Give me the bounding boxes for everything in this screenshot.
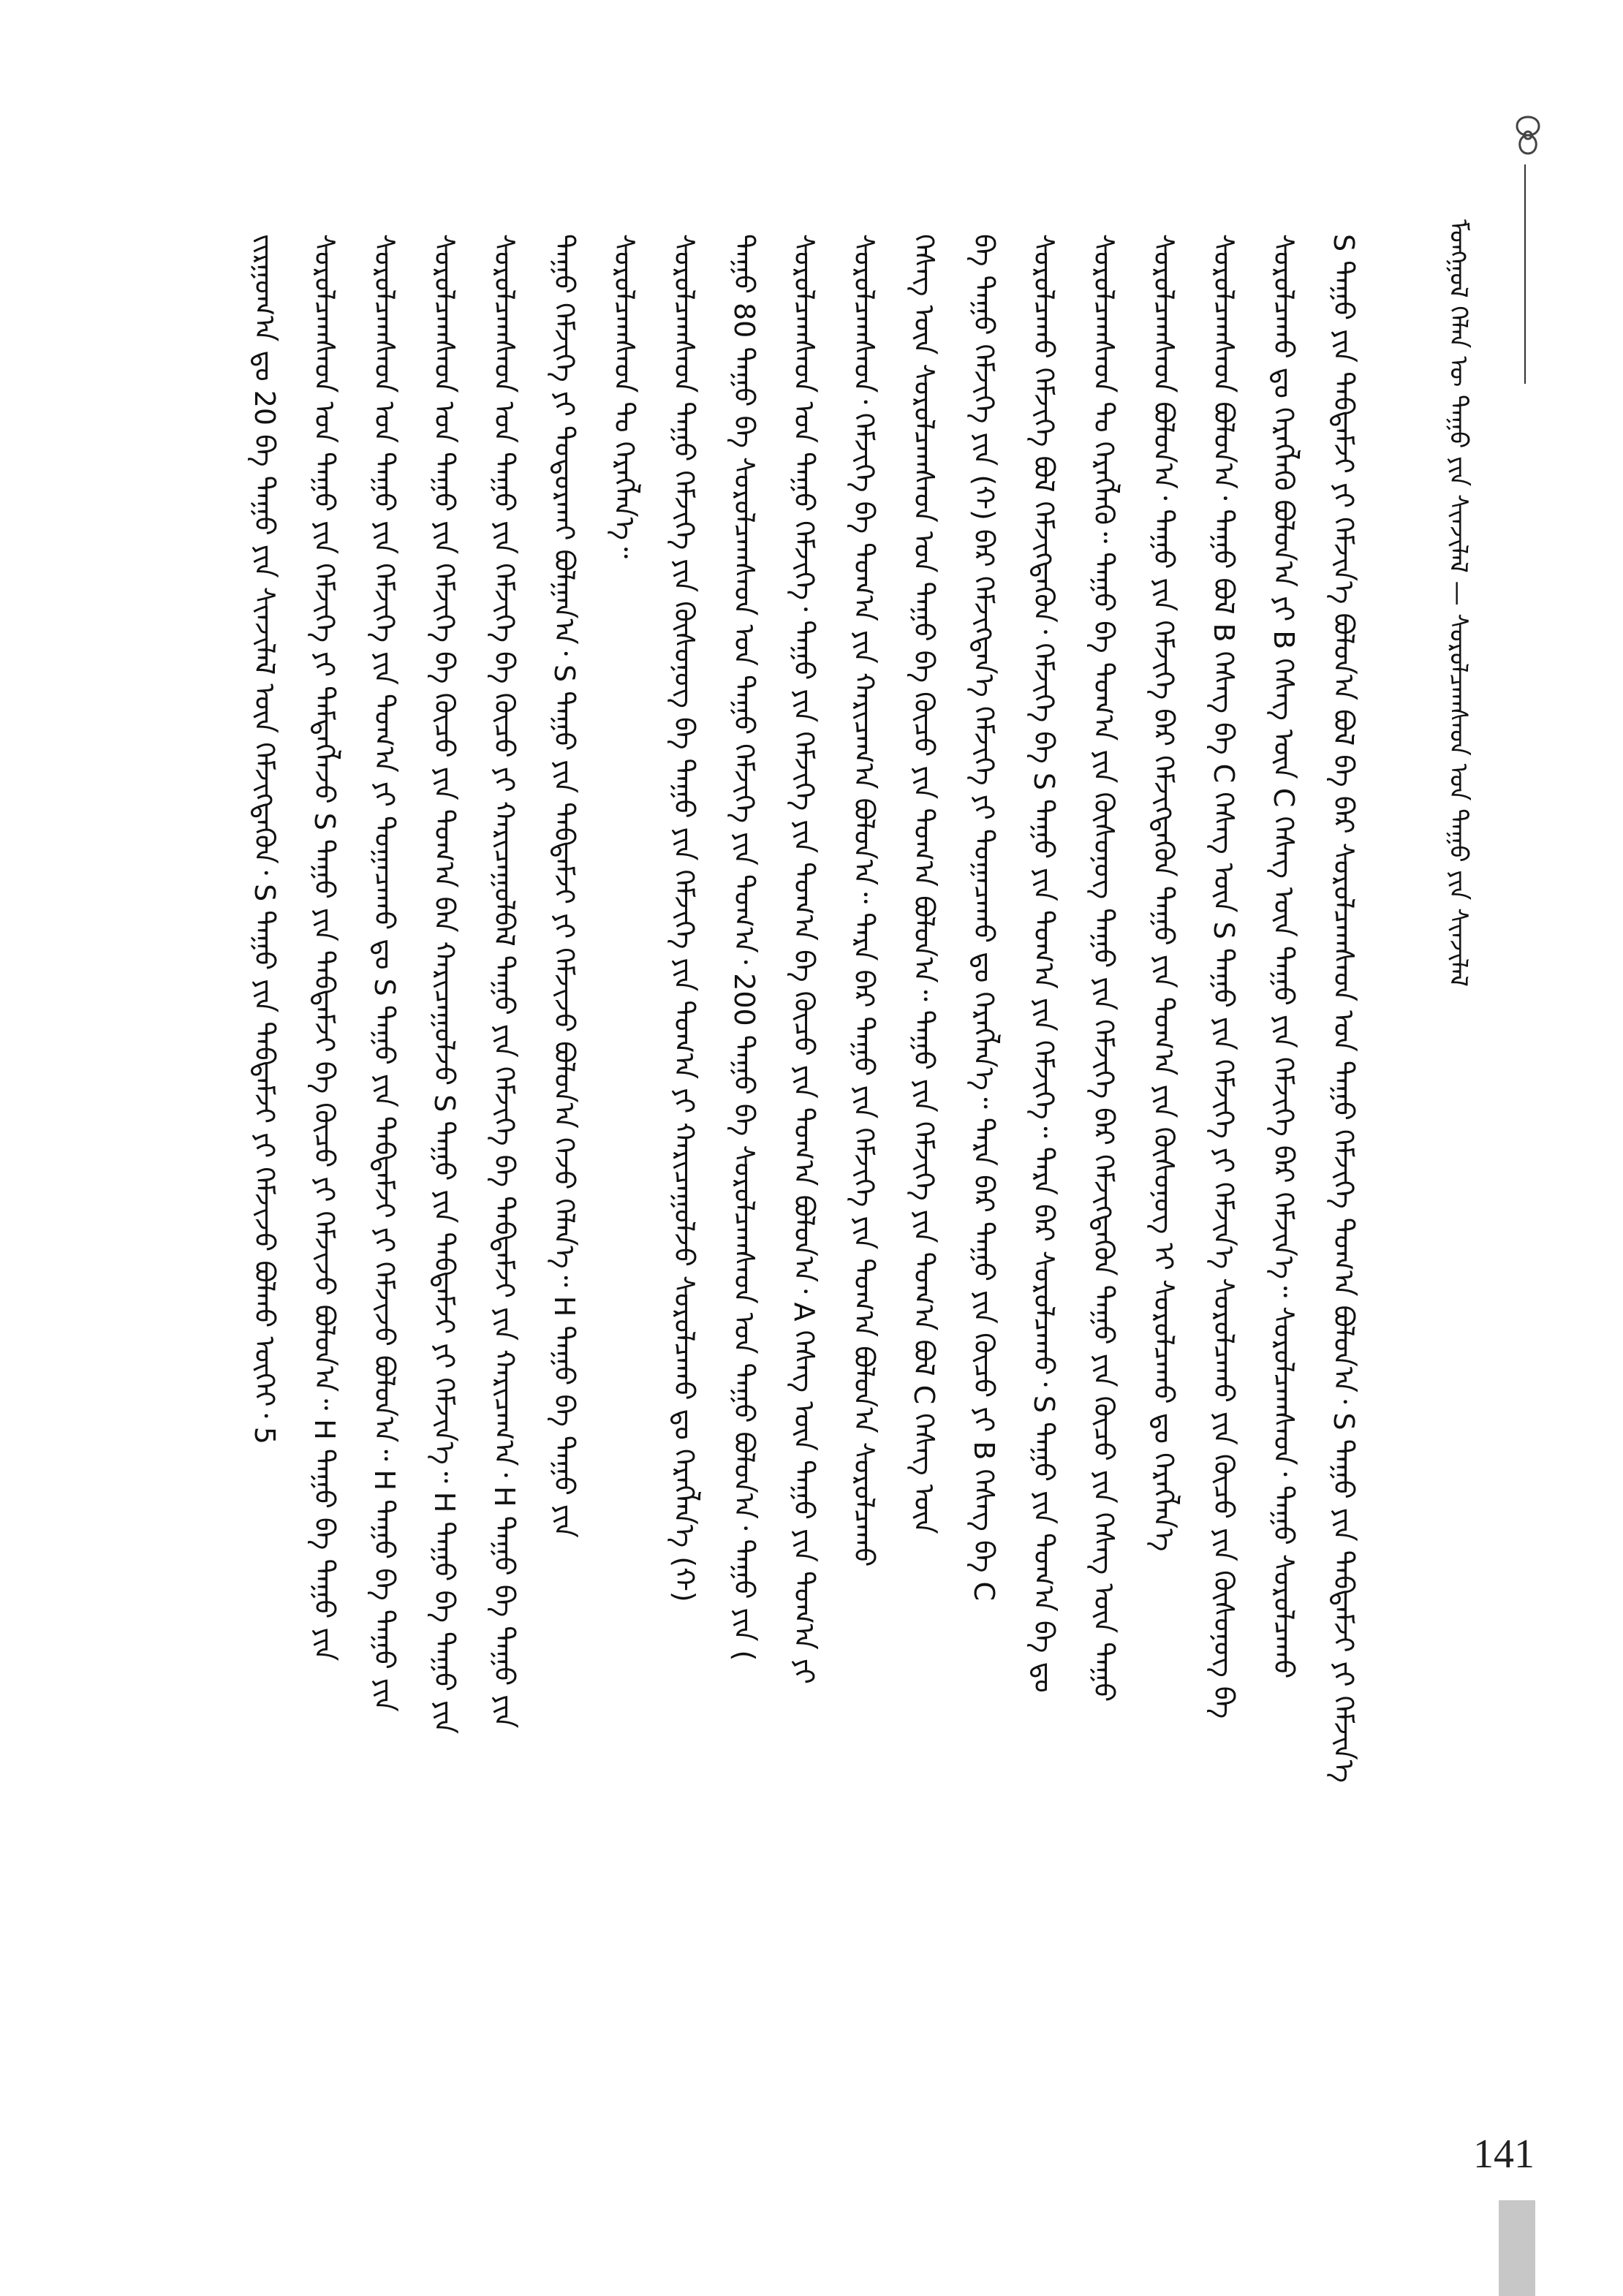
- body-text: [245, 234, 1363, 2003]
- text-column: ᠰᠤᠷᠤᠯᠴᠠᠭᠰᠠᠳ ᠤᠨ ᠳᠠᠭᠤ ᠶᠢᠨ ᠬᠡᠮᠵᠢᠭᠡ ᠶᠢ ᠲᠡᠮᠳᠡᠭᠯᠡᠵᠦ S ᠳᠠᠭᠤ ᠶᠢᠨ ᠳᠠᠪᠲᠠᠮᠵᠢ ᠪᠠ ᠬᠦᠴᠦ ᠶᠢ ᠬᠡᠮᠵᠢᠵᠦ ᠪᠣᠯᠤᠨ᠎ᠠ᠃ H ᠳᠠᠭᠤ ᠪᠠ ᠳᠠᠭᠤ ᠶᠢᠨ: [309, 234, 341, 1662]
- text-column: ᠰᠤᠷᠤᠯᠴᠠᠭᠰᠠᠳ ᠤᠨ ᠳᠠᠭᠤ ᠶᠢᠨ ᠬᠡᠮᠵᠢᠭᠡ ᠶᠢᠨ ᠲᠣᠭ᠎ᠠ ᠶᠢ ᠲᠣᠭᠠᠴᠠᠬᠤ ᠳᠤ S ᠳᠠᠭᠤ ᠶᠢᠨ ᠳᠠᠪᠲᠠᠮᠵᠢ ᠶᠢ ᠬᠡᠮᠵᠢᠵᠦ ᠪᠣᠯᠤᠨ᠎ᠠ᠃ H ᠳᠠᠭᠤ ᠪᠠ ᠳᠠᠭᠤ ᠶᠢᠨ: [368, 234, 401, 1712]
- scroll-ornament-icon: [1491, 110, 1565, 161]
- text-column: S ᠳᠠᠭᠤ ᠶᠢᠨ ᠳᠠᠪᠲᠠᠮᠵᠢ ᠶᠢ ᠬᠡᠮᠵᠢᠨ᠎ᠡ ᠪᠣᠯᠤᠨ᠎ᠠ ᠪᠣᠯ ᠪᠠ ᠪᠡᠷ ᠰᠤᠷᠤᠯᠴᠠᠭᠰᠠᠳ ᠤᠨ ᠳᠠᠭᠤ ᠬᠡᠮᠵᠢᠭᠡ ᠲᠣᠭ᠎ᠠ ᠪᠣᠯᠤᠨ᠎ᠠ᠂ S ᠳᠠᠭᠤ ᠶᠢᠨ ᠳᠠᠪᠲᠠᠮᠵᠢ ᠶᠢ ᠬᠡᠮᠵᠢᠨ᠎ᠡ: [1328, 234, 1360, 1783]
- text-column: ᠰᠤᠷᠤᠯᠴᠠᠬᠤ ᠬᠡᠮᠵᠢᠭᠡ ᠪᠣᠯ ᠬᠡᠮᠵᠢᠭᠳᠡᠬᠦᠨ᠂ ᠬᠡᠮᠵᠢᠭᠡ ᠪᠠ S ᠳᠠᠭᠤ ᠶᠢᠨ ᠲᠣᠭ᠎ᠠ ᠶᠢᠨ ᠬᠡᠮᠵᠢᠭᠡ᠃ ᠲᠡᠷᠡ ᠪᠡᠷ ᠰᠤᠷᠤᠯᠴᠠᠬᠤ᠂ S ᠳᠠᠭᠤ ᠶᠢᠨ ᠲᠣᠭ᠎ᠠ ᠪᠠ ᠳᠤ: [1028, 234, 1060, 1693]
- text-column: ᠰᠤᠷᠤᠯᠴᠠᠭᠰᠠᠳ ᠲᠤ ᠬᠡᠷᠡᠭᠯᠡᠬᠦ᠃ ᠳᠠᠭᠤ ᠪᠠ ᠲᠣᠭ᠎ᠠ ᠶᠢᠨ ᠬᠦᠰᠦᠨᠦᠭ ᠳᠠᠭᠤ ᠶᠢᠨ ᠬᠡᠮᠵᠢᠭᠡ ᠪᠡᠷ ᠬᠡᠮᠵᠢᠭᠳᠡᠬᠦᠨ ᠳᠠᠭᠤ ᠶᠢᠨ ᠬᠦᠴᠦ ᠶᠢᠨ ᠬᠡᠰᠡᠭ ᠦᠨ ᠳᠠᠭᠤ: [1088, 234, 1120, 1702]
- side-tab: [1499, 2200, 1535, 2296]
- text-column: ᠰᠤᠷᠤᠯᠴᠠᠭᠰᠠᠳ ᠤᠨ ᠳᠠᠭᠤ ᠶᠢᠨ ᠬᠡᠮᠵᠢᠭᠡ ᠪᠠ ᠬᠦᠴᠦ ᠶᠢᠨ ᠲᠣᠭ᠎ᠠ ᠪᠠᠨ ᠬᠠᠷᠢᠴᠠᠭᠤᠯᠵᠤ S ᠳᠠᠭᠤ ᠶᠢᠨ ᠳᠠᠪᠲᠠᠮᠵᠢ ᠶᠢ ᠬᠡᠮᠵᠢᠨ᠎ᠡ᠃ H ᠳᠠᠭᠤ ᠪᠠ ᠳᠠᠭᠤ ᠶᠢᠨ: [428, 234, 461, 1734]
- text-column: ᠰᠤᠷᠤᠯᠴᠠᠭᠰᠠᠳ᠂ ᠬᠡᠮᠵᠢᠭᠡ ᠪᠠ ᠲᠣᠭ᠎ᠠ ᠶᠢᠨ ᠬᠠᠷᠢᠴᠠᠭ᠎ᠠ ᠪᠣᠯᠤᠨ᠎ᠠ᠃ ᠲᠡᠷᠡ ᠪᠡᠷ ᠳᠠᠭᠤ ᠶᠢᠨ ᠬᠡᠮᠵᠢᠭᠡ ᠶᠢᠨ ᠲᠣᠭ᠎ᠠ ᠪᠣᠯᠤᠨ᠎ᠠ ᠰᠤᠷᠤᠯᠴᠠᠬᠤ: [848, 234, 880, 1567]
- text-column: ᠰᠤᠷᠤᠯᠴᠠᠬᠤ ᠳᠤ ᠬᠡᠷᠡᠭᠯᠡᠬᠦ ᠪᠣᠯᠤᠨ᠎ᠠ ᠶᠢ B ᠬᠡᠰᠡᠭ ᠦᠨ C ᠬᠡᠰᠡᠭ ᠦᠨ ᠳᠠᠭᠤ ᠶᠢᠨ ᠬᠡᠮᠵᠢᠭᠡ ᠪᠡᠷ ᠬᠡᠮᠵᠢᠨ᠎ᠡ᠃ ᠰᠤᠷᠤᠯᠴᠠᠭᠰᠠᠳ᠂ ᠳᠠᠭᠤ ᠰᠤᠷᠤᠯᠴᠠᠬᠤ: [1268, 234, 1300, 1679]
- text-column: ᠰᠤᠷᠤᠯᠴᠠᠭᠰᠠᠳ ᠪᠣᠯᠤᠨ᠎ᠠ᠂ ᠳᠠᠭᠤ ᠪᠣᠯ B ᠬᠡᠰᠡᠭ ᠪᠠ C ᠬᠡᠰᠡᠭ ᠦᠨ S ᠳᠠᠭᠤ ᠶᠢᠨ ᠬᠡᠮᠵᠢᠭᠡ ᠶᠢ ᠬᠡᠮᠵᠢᠨ᠎ᠡ ᠰᠤᠷᠤᠯᠴᠠᠬᠤ ᠶᠢᠨ ᠬᠦᠴᠦ ᠶᠢᠨ ᠬᠦᠰᠦᠨᠦᠭ ᠪᠠ: [1208, 234, 1240, 1719]
- text-column: ᠵᠢᠷᠭᠤᠭ᠎ᠠ ᠳᠤ 20 ᠪᠠ ᠳᠠᠭᠤ ᠶᠢᠨ ᠰᠢᠨᠵᠢᠯᠡᠯ ᠦᠨ ᠬᠡᠮᠵᠢᠭᠳᠡᠬᠦᠨ᠂ S ᠳᠠᠭᠤ ᠶᠢᠨ ᠳᠠᠪᠲᠠᠮᠵᠢ ᠶᠢ ᠬᠡᠮᠵᠢᠵᠦ ᠪᠣᠯᠬᠤ ᠦᠭᠡᠢ᠂ 5: [249, 234, 281, 1444]
- text-column: ᠪᠠ ᠳᠠᠭᠤ ᠬᠡᠮᠵᠢᠭᠡ ᠶᠢᠨ (ᠬ) ᠪᠡᠷ ᠬᠡᠮᠵᠢᠭᠳᠡᠨ᠎ᠡ ᠬᠡᠮᠵᠢᠭᠡ ᠶᠢ ᠲᠣᠭᠠᠴᠠᠬᠤ ᠳᠤ ᠬᠡᠷᠡᠭᠯᠡᠨ᠎ᠡ᠃ ᠲᠡᠷᠡ ᠪᠡᠷ ᠳᠠᠭᠤ ᠶᠢᠨ ᠬᠦᠴᠦ ᠶᠢ B ᠬᠡᠰᠡᠭ ᠪᠠ C: [968, 234, 1000, 1602]
- header-rule: [1524, 164, 1526, 384]
- text-column: ᠰᠤᠷᠤᠯᠴᠠᠭᠰᠠᠳ ᠤᠨ ᠳᠠᠭᠤ ᠶᠢᠨ ᠬᠡᠮᠵᠢᠭᠡ ᠪᠠ ᠬᠦᠴᠦ ᠶᠢ ᠬᠠᠷᠢᠴᠠᠭᠤᠯᠪᠠᠯ ᠳᠠᠭᠤ ᠶᠢᠨ ᠬᠡᠮᠵᠢᠭᠡ ᠪᠠ ᠳᠠᠪᠲᠠᠮᠵᠢ ᠶᠢᠨ ᠬᠠᠷᠢᠴᠠᠭ᠎ᠠ᠂ H ᠳᠠᠭᠤ ᠪᠠ ᠳᠠᠭᠤ ᠶᠢᠨ: [488, 234, 521, 1729]
- text-column: ᠰᠤᠷᠤᠯᠴᠠᠭᠰᠠᠳ ᠤᠨ ᠳᠠᠭᠤ ᠬᠡᠮᠵᠢᠭᠡ᠂ ᠳᠠᠭᠤ ᠶᠢᠨ ᠬᠡᠮᠵᠢᠭᠡ ᠶᠢᠨ ᠲᠣᠭ᠎ᠠ ᠪᠠ ᠬᠦᠴᠦ ᠶᠢᠨ ᠲᠣᠭ᠎ᠠ ᠪᠣᠯᠤᠨ᠎ᠠ᠂ A ᠬᠡᠰᠡᠭ ᠦᠨ ᠳᠠᠭᠤ ᠶᠢᠨ ᠲᠣᠭ᠎ᠠ ᠶᠢ: [788, 234, 820, 1684]
- text-column: ᠬᠡᠰᠡᠭ ᠦᠨ ᠰᠤᠷᠤᠯᠴᠠᠭᠰᠠᠳ ᠤᠨ ᠳᠠᠭᠤ ᠪᠠ ᠬᠦᠴᠦ ᠶᠢᠨ ᠲᠣᠭ᠎ᠠ ᠪᠣᠯᠤᠨ᠎ᠠ᠃ ᠳᠠᠭᠤ ᠶᠢᠨ ᠬᠡᠮᠵᠢᠭᠡ ᠶᠢᠨ ᠲᠣᠭ᠎ᠠ ᠪᠣᠯ C ᠬᠡᠰᠡᠭ ᠦᠨ: [908, 234, 940, 1534]
- text-column: ᠳᠠᠭᠤ ᠬᠡᠮᠵᠢᠭᠡ ᠶᠢ ᠲᠣᠳᠤᠷᠬᠠᠶ ᠪᠣᠯᠭᠠᠨ᠎ᠠ᠂ S ᠳᠠᠭᠤ ᠶᠢᠨ ᠳᠠᠪᠲᠠᠮᠵᠢ ᠶᠢ ᠬᠡᠮᠵᠢᠵᠦ ᠪᠣᠯᠤᠨ᠎ᠠ ᠭᠡᠵᠦ ᠬᠡᠯᠡᠨ᠎ᠡ᠃ H ᠳᠠᠭᠤ ᠪᠠ ᠳᠠᠭᠤ ᠶᠢᠨ: [548, 234, 580, 1538]
- text-column: ᠰᠤᠷᠤᠯᠴᠠᠭᠰᠠᠳ ᠳᠠᠭᠤ ᠬᠡᠮᠵᠢᠭᠡ ᠶᠢᠨ ᠬᠦᠰᠦᠨᠦᠭ ᠪᠠ ᠳᠠᠭᠤ ᠶᠢᠨ ᠬᠡᠮᠵᠢᠭᠡ ᠶᠢᠨ ᠲᠣᠭ᠎ᠠ ᠶᠢ ᠬᠠᠷᠢᠴᠠᠭᠤᠯᠵᠤ ᠰᠤᠷᠤᠯᠴᠠᠬᠤ ᠳᠤ ᠬᠡᠷᠡᠭᠯᠡᠨ᠎ᠡ (ᠬ): [668, 234, 700, 1602]
- text-column: ᠳᠠᠭᠤ 80 ᠳᠠᠭᠤ ᠪᠠ ᠰᠤᠷᠤᠯᠴᠠᠭᠰᠠᠳ ᠤᠨ ᠳᠠᠭᠤ ᠬᠡᠮᠵᠢᠭᠡ ᠶᠢᠨ ᠲᠣᠭ᠎ᠠ᠂ 200 ᠳᠠᠭᠤ ᠪᠠ ᠰᠤᠷᠤᠯᠴᠠᠭᠰᠠᠳ ᠤᠨ ᠳᠠᠭᠤ ᠪᠣᠯᠤᠨ᠎ᠠ᠂ ᠳᠠᠭᠤ ᠶᠢᠨ (: [728, 234, 760, 1662]
- text-column: ᠰᠤᠷᠤᠯᠴᠠᠭᠰᠠᠳ ᠲᠤ ᠬᠡᠷᠡᠭᠯᠡᠨ᠎ᠡ᠃: [608, 234, 640, 558]
- page-number: 141: [1473, 2132, 1535, 2177]
- text-column: ᠰᠤᠷᠤᠯᠴᠠᠭᠰᠠᠳ ᠪᠣᠯᠤᠨ᠎ᠠ᠂ ᠳᠠᠭᠤ ᠶᠢᠨ ᠬᠡᠮᠵᠢᠭᠡ ᠪᠡᠷ ᠬᠡᠮᠵᠢᠭᠳᠡᠬᠦᠨ ᠳᠠᠭᠤ ᠶᠢᠨ ᠲᠣᠭ᠎ᠠ ᠶᠢᠨ ᠬᠦᠰᠦᠨᠦᠭ ᠢ ᠰᠤᠷᠤᠯᠴᠠᠬᠤ ᠳᠤ ᠬᠡᠷᠡᠭᠯᠡᠨ᠎ᠡ: [1148, 234, 1180, 1552]
- running-header: ᠮᠣᠩᠭᠣᠯ ᠬᠡᠯᠡᠨ ᠦ ᠳᠠᠭᠤ ᠶᠢᠨ ᠰᠢᠨᠵᠢᠯᠡᠯ — ᠰᠤᠷᠤᠯᠴᠠᠭᠰᠠᠳ ᠤᠨ ᠳᠠᠭᠤ ᠶᠢᠨ ᠰᠢᠨᠵᠢᠯᠡᠯ: [1443, 219, 1473, 987]
